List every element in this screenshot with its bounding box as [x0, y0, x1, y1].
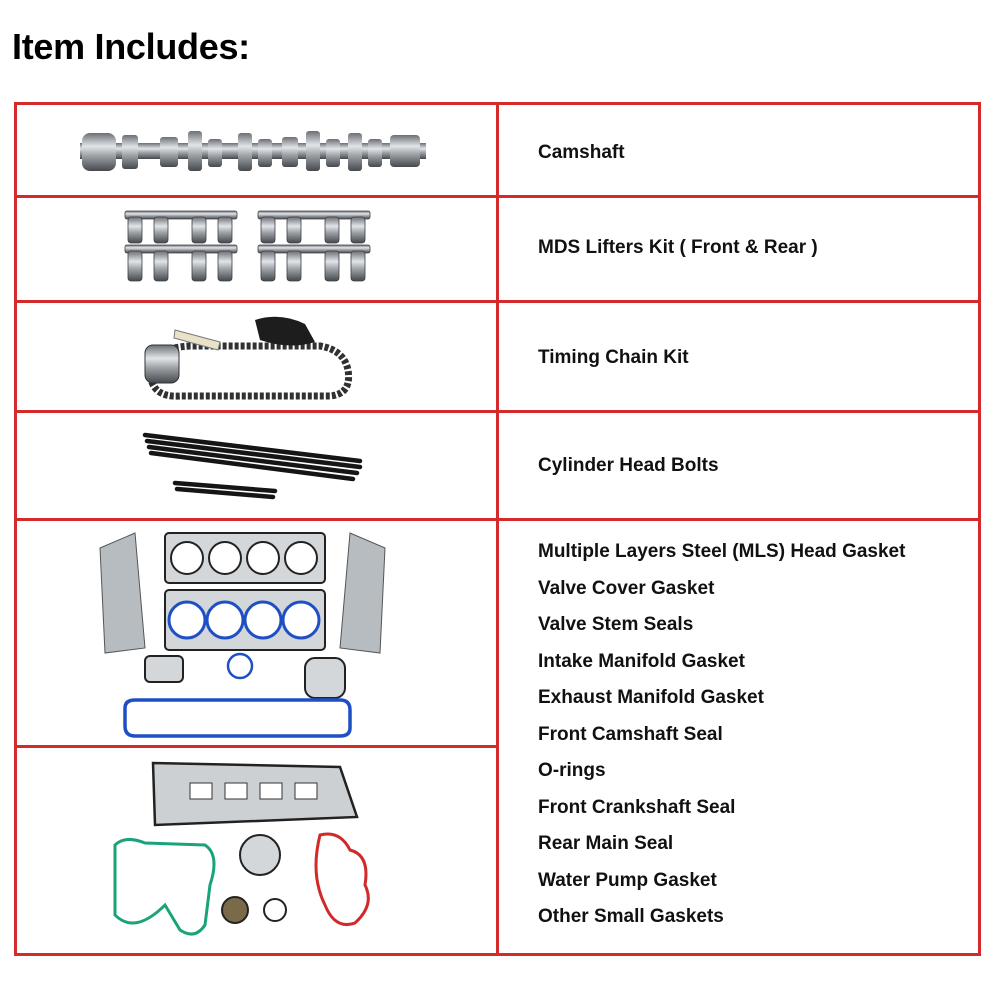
row-label-camshaft: Camshaft: [538, 142, 625, 163]
list-item: Water Pump Gasket: [538, 869, 717, 891]
table-border-right: [978, 102, 981, 956]
row-label-lifters: MDS Lifters Kit ( Front & Rear ): [538, 237, 818, 258]
row-label-timing-chain: Timing Chain Kit: [538, 347, 689, 368]
gasket-items-list: [538, 540, 905, 942]
list-item: Front Crankshaft Seal: [538, 796, 736, 818]
table-border-left: [14, 102, 17, 956]
list-item: Valve Stem Seals: [538, 614, 694, 635]
page-title: Item Includes:: [12, 26, 250, 67]
row-label-head-bolts: Cylinder Head Bolts: [538, 455, 719, 476]
list-item: Rear Main Seal: [538, 833, 674, 854]
head-bolts-image: [135, 425, 370, 505]
list-item: Intake Manifold Gasket: [538, 650, 745, 672]
oil-pan-gasket-image: [95, 755, 405, 947]
row-divider: [14, 300, 981, 303]
table-divider: [496, 102, 499, 956]
list-item: O-rings: [538, 760, 606, 781]
list-item: Valve Cover Gasket: [538, 577, 715, 599]
timing-chain-image: [130, 310, 360, 405]
row-divider: [14, 410, 981, 413]
list-item: Multiple Layers Steel (MLS) Head Gasket: [538, 541, 906, 562]
list-item: Other Small Gaskets: [538, 906, 724, 927]
table-border-bottom: [14, 953, 981, 956]
row-divider: [14, 518, 981, 521]
lifters-image: [120, 203, 380, 293]
row-divider-left: [14, 745, 498, 748]
camshaft-image: [78, 125, 428, 180]
list-item: Front Camshaft Seal: [538, 723, 723, 745]
row-divider: [14, 195, 981, 198]
list-item: Exhaust Manifold Gasket: [538, 687, 764, 708]
gasket-set-image: [95, 528, 395, 740]
table-border-top: [14, 102, 981, 105]
